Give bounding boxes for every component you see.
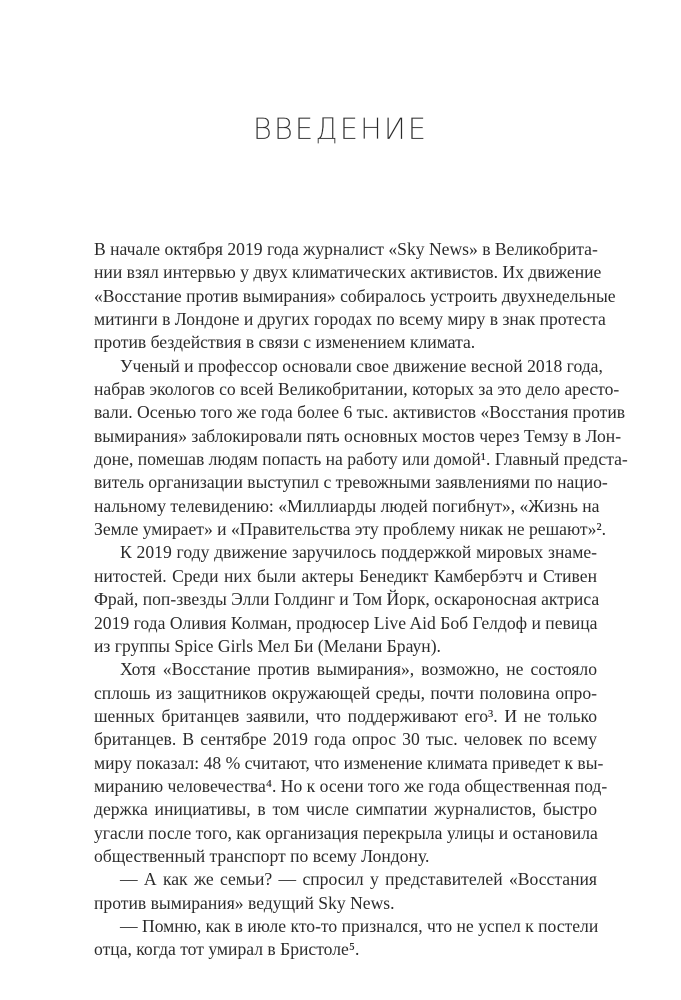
text-line: митинги в Лондоне и других городах по всему миру в знак протеста	[94, 309, 606, 330]
text-line: нии взял интервью у двух климатических активистов. Их движение	[94, 262, 602, 283]
text-line: 2019 года Оливия Колман, продюсер Live Aid Боб Гелдоф и певица	[94, 612, 598, 633]
text-line: держка инициативы, в том числе симпатии журналистов, быстро	[94, 799, 597, 820]
text-line: миранию человечества⁴. Но к осени того же года общественная под-	[94, 775, 608, 796]
text-line: В начале октября 2019 года журналист «Sky News» в Великобрита-	[94, 239, 598, 259]
text-line: британцев. В сентябре 2019 года опрос 30 тыс. человек по всему	[94, 729, 597, 750]
text-line: из группы Spice Girls Мел Би (Мелани Браун).	[94, 635, 441, 656]
text-line: сплошь из защитников окружающей среды, почти половина опро-	[94, 682, 597, 703]
text-line: доне, помешав людям попасть на работу или домой¹. Главный предста-	[94, 449, 628, 470]
paragraph	[94, 868, 597, 915]
paragraph	[94, 355, 628, 542]
text-line: миру показал: 48 % считают, что изменение климата приведет к вы-	[94, 752, 604, 773]
text-line: набрав экологов со всей Великобритании, которых за это дело аресто-	[94, 379, 620, 400]
body-text	[94, 238, 628, 962]
paragraph	[94, 238, 616, 355]
paragraph	[94, 915, 597, 962]
text-line: шенных британцев заявили, что поддерживают его³. И не только	[94, 705, 597, 726]
text-line: Земле умирает» и «Правительства эту проблему никак не решают»².	[94, 519, 607, 540]
text-line: Хотя «Восстание против вымирания», возможно, не состояло	[120, 659, 597, 680]
text-line: вали. Осенью того же года более 6 тыс. активистов «Восстания против	[94, 402, 626, 423]
text-line: Фрай, поп-звезды Элли Голдинг и Том Йорк, оскароносная актриса	[94, 589, 600, 610]
chapter-title: ВВЕДЕНИЕ	[252, 112, 429, 146]
text-line: нитостей. Среди них были актеры Бенедикт Камбербэтч и Стивен	[94, 565, 597, 586]
text-line: против вымирания» ведущий Sky News.	[94, 892, 395, 913]
text-line: общественный транспорт по всему Лондону.	[94, 845, 430, 866]
text-line: витель организации выступил с тревожными заявлениями по нацио-	[94, 472, 608, 493]
text-line: Ученый и профессор основали свое движение весной 2018 года,	[120, 355, 603, 376]
text-line: вымирания» заблокировали пять основных мостов через Темзу в Лон-	[94, 425, 622, 446]
paragraph	[94, 658, 608, 868]
text-line: «Восстание против вымирания» собиралось устроить двухнедельные	[94, 285, 616, 306]
text-line: К 2019 году движение заручилось поддержкой мировых знаме-	[120, 542, 597, 563]
text-line: нальному телевидению: «Миллиарды людей погибнут», «Жизнь на	[94, 495, 600, 516]
text-line: угасли после того, как организация перекрыла улицы и остановила	[94, 822, 598, 843]
text-line: — А как же семьи? — спросил у представителей «Восстания	[120, 869, 597, 890]
paragraph	[94, 541, 600, 658]
text-line: — Помню, как в июле кто-то признался, что не успел к постели	[120, 915, 599, 936]
text-line: отца, когда тот умирал в Бристоле⁵.	[94, 939, 360, 960]
text-line: против бездействия в связи с изменением климата.	[94, 332, 476, 353]
